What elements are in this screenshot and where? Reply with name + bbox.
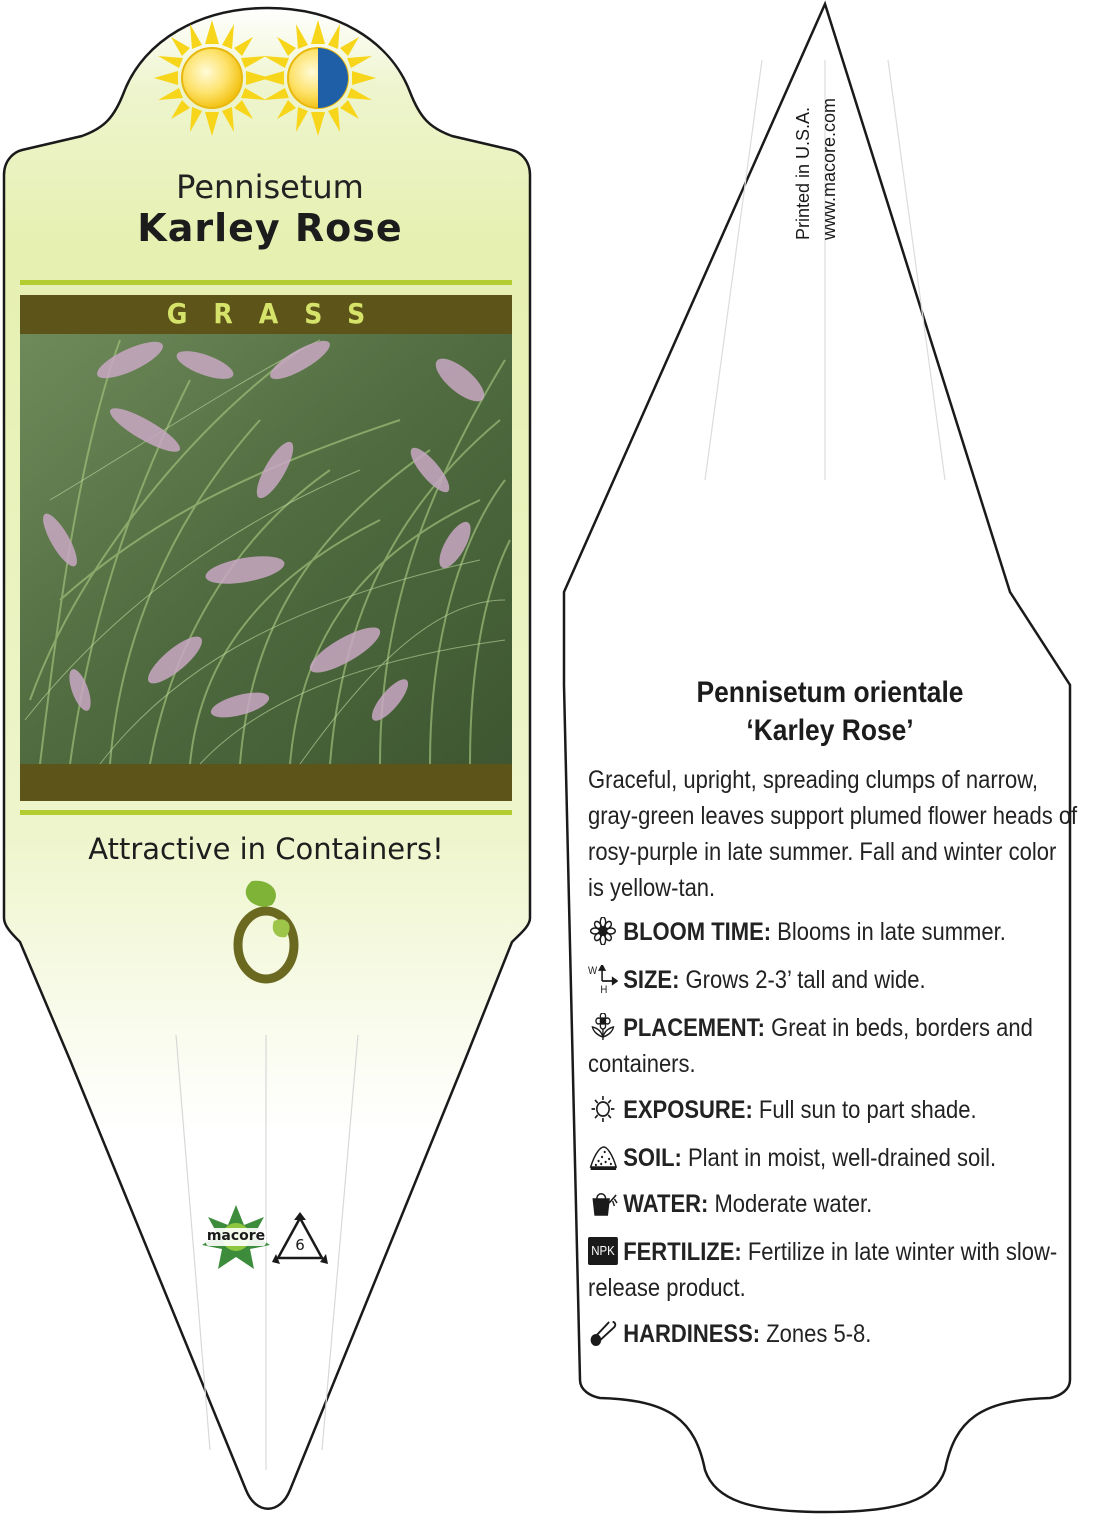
website: www.macore.com <box>819 97 839 240</box>
part-shade-icon <box>260 20 376 136</box>
npk-badge: NPK <box>591 1243 615 1258</box>
printed-country: Printed in U.S.A. <box>793 106 813 240</box>
lime-stripe-top <box>20 280 512 285</box>
hardiness-label: HARDINESS: <box>623 1320 761 1348</box>
fertilize-text: Fertilize in late winter with slow-release product. <box>588 1238 1058 1302</box>
fertilize-label: FERTILIZE: <box>623 1238 742 1266</box>
placement-text: Great in beds, borders and containers. <box>588 1014 1033 1078</box>
full-sun-icon <box>154 20 270 136</box>
bloom-label: BLOOM TIME: <box>623 918 772 946</box>
size-label: SIZE: <box>623 966 680 994</box>
size-arrows-icon <box>588 965 618 996</box>
care-row-fertilize <box>588 1234 1077 1306</box>
watering-can-icon <box>588 1189 618 1217</box>
hardiness-text: Zones 5-8. <box>760 1320 872 1348</box>
sun-outline-icon <box>588 1095 618 1123</box>
lime-stripe-bottom <box>20 810 512 815</box>
exposure-text: Full sun to part shade. <box>752 1096 977 1124</box>
care-row-water <box>588 1186 1077 1222</box>
brand-name: macore <box>206 1228 266 1244</box>
care-row-size <box>588 962 1077 998</box>
thermometer-icon <box>588 1319 618 1347</box>
placement-label: PLACEMENT: <box>623 1014 765 1042</box>
care-row-hardiness <box>588 1316 1077 1352</box>
description: Graceful, upright, spreading clumps of narrow, gray-green leaves support plumed flower heads of rosy-purple in late summer. Fall and winter color is yellow-tan. <box>588 766 1078 902</box>
care-row-placement <box>588 1010 1077 1082</box>
placement-flower-icon <box>588 1013 618 1041</box>
size-text: Grows 2-3’ tall and wide. <box>679 966 926 994</box>
botanical-name: Pennisetum orientale <box>696 676 964 709</box>
printed-info <box>790 60 850 240</box>
care-row-exposure <box>588 1092 1077 1128</box>
water-text: Moderate water. <box>708 1190 873 1218</box>
soil-label: SOIL: <box>623 1144 682 1172</box>
soil-text: Plant in moist, well-drained soil. <box>681 1144 997 1172</box>
water-label: WATER: <box>623 1190 709 1218</box>
soil-pile-icon <box>588 1143 618 1171</box>
care-row-bloom <box>588 914 1077 950</box>
back-title <box>628 674 1033 750</box>
height-letter: H <box>600 984 608 996</box>
bloom-text: Blooms in late summer. <box>771 918 1006 946</box>
care-row-soil <box>588 1140 1077 1176</box>
width-letter: W <box>588 965 598 977</box>
grass-photo <box>20 334 512 764</box>
flower-icon <box>588 917 618 945</box>
npk-bag-icon <box>588 1237 618 1265</box>
category-label: GRASS <box>166 297 392 330</box>
tagline: Attractive in Containers! <box>88 832 444 866</box>
front-genus: Pennisetum <box>176 168 364 206</box>
exposure-label: EXPOSURE: <box>623 1096 753 1124</box>
recycle-number: 6 <box>295 1236 305 1254</box>
front-cultivar: Karley Rose <box>137 206 403 250</box>
cultivar-name: ‘Karley Rose’ <box>746 714 914 747</box>
